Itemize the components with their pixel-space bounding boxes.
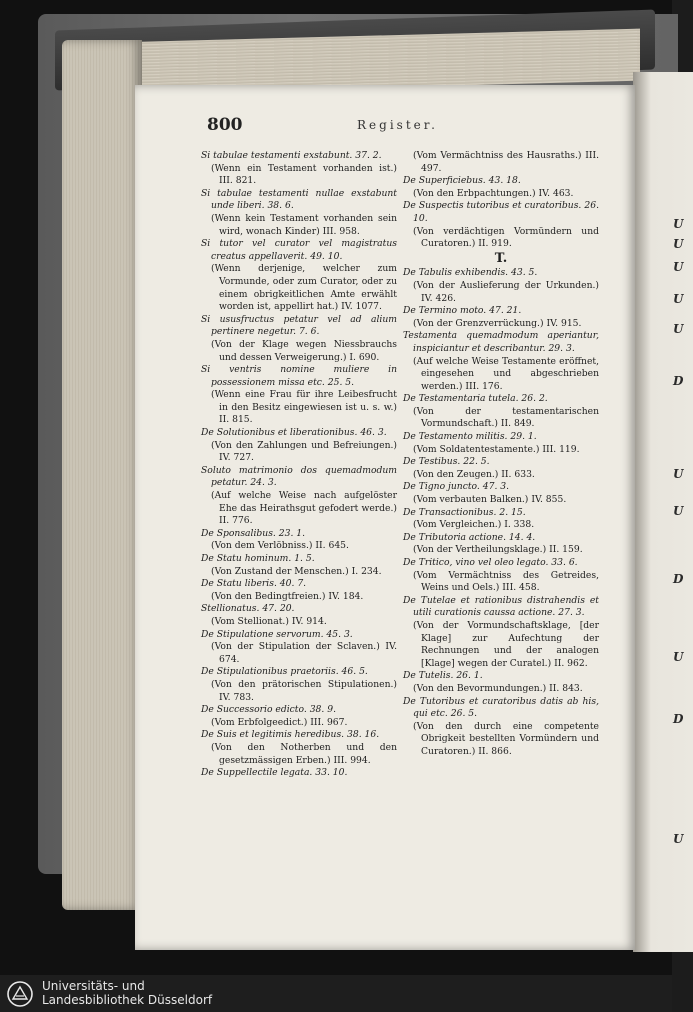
margin-letter: D — [673, 712, 684, 726]
page-edges-left — [62, 40, 142, 910]
index-entry-title: De Tigno juncto. 47. 3. — [403, 481, 510, 493]
margin-letter: U — [673, 650, 684, 664]
index-entry-translation: (Vom verbauten Balken.) IV. 855. — [413, 494, 567, 506]
index-entry-translation: (Vom Vermächtniss des Hausraths.) III. 497. — [413, 150, 599, 174]
index-entry-translation: (Von der testamentarischen Vormundschaft.) II. 849. — [413, 405, 599, 430]
left-column — [201, 150, 397, 780]
index-entry-title: De Tributoria actione. 14. 4. — [403, 531, 536, 543]
library-logo-icon — [6, 980, 34, 1008]
index-entry-title: De Suis et legitimis heredibus. 38. 16. — [201, 729, 380, 741]
index-entry-translation: (Von verdächtigen Vormündern und Curatoren.) II. 919. — [413, 225, 599, 250]
index-entry-translation: (Vom Vermächtniss des Getreides, Weins und Oels.) III. 458. — [413, 569, 599, 594]
index-entry-title: De Successorio edicto. 38. 9. — [201, 704, 337, 716]
margin-letter: U — [673, 217, 684, 231]
index-entry-translation: (Von den prätorischen Stipulationen.) IV. 783. — [211, 678, 397, 703]
margin-letter: D — [673, 572, 684, 586]
index-entry-title: Si tabulae testamenti nullae exstabunt unde liberi. 38. 6. — [201, 187, 397, 212]
margin-letter: U — [673, 292, 684, 306]
page-number: 800 — [207, 115, 243, 135]
index-entry-title: De Testamentaria tutela. 26. 2. — [403, 393, 548, 405]
library-name-line1: Universitäts- und — [42, 979, 145, 993]
index-entry-title: De Testibus. 22. 5. — [403, 456, 490, 468]
index-entry-translation: (Von der Auslieferung der Urkunden.) IV. 426. — [413, 279, 599, 304]
section-letter-heading: T. — [494, 250, 508, 266]
index-entry-title: De Sponsalibus. 23. 1. — [201, 527, 306, 539]
index-entry-title: De Statu hominum. 1. 5. — [201, 553, 315, 564]
margin-letter: U — [673, 832, 684, 846]
index-entry-translation: (Von dem Verlöbniss.) II. 645. — [211, 540, 349, 552]
margin-letter: U — [673, 237, 684, 251]
right-column — [403, 150, 599, 759]
index-entry-translation: (Von den durch eine competente Obrigkeit bestellten Vormündern und Curatoren.) II. 866. — [413, 720, 599, 757]
index-entry-title: De Tutoribus et curatoribus datis ab his, qui etc. 26. 5. — [403, 695, 599, 720]
index-entry-title: De Solutionibus et liberationibus. 46. 3. — [201, 427, 387, 439]
margin-letter: U — [673, 504, 684, 518]
index-entry-translation: (Von Zustand der Menschen.) I. 234. — [211, 565, 382, 577]
index-entry-title: Si ventris nomine muliere in possessionem missa etc. 25. 5. — [201, 364, 397, 388]
index-entry-title: De Testamento militis. 29. 1. — [403, 431, 537, 443]
index-entry-translation: (Auf welche Weise nach aufgelöster Ehe das Heirathsgut gefodert werde.) II. 776. — [211, 490, 397, 527]
running-title: Register. — [357, 118, 438, 132]
index-entry-translation: (Vom Stellionat.) IV. 914. — [211, 615, 327, 627]
index-entry-translation: (Vom Vergleichen.) I. 338. — [413, 519, 535, 531]
library-name — [42, 979, 212, 1007]
index-entry-title: Soluto matrimonio dos quemadmodum petatur. 24. 3. — [201, 464, 397, 489]
index-entry-title: De Tritico, vino vel oleo legato. 33. 6. — [403, 557, 578, 568]
index-entry-translation: (Von der Vormundschaftsklage, [der Klage] zur Aufechtung der Rechnungen und der analogen [Klage] wegen der Curatel.) II. 962. — [413, 619, 599, 669]
index-entry-title: De Termino moto. 47. 21. — [403, 305, 522, 317]
margin-letter: U — [673, 467, 684, 481]
index-entry-title: Si ususfructus petatur vel ad alium pertinere negetur. 7. 6. — [201, 313, 397, 338]
index-entry-translation: (Von der Grenzverrückung.) IV. 915. — [413, 317, 582, 329]
library-footer — [0, 975, 672, 1012]
index-entry-translation: (Von den Bedingtfreien.) IV. 184. — [211, 590, 364, 602]
index-entry-translation: (Wenn eine Frau für ihre Leibesfrucht in den Besitz eingewiesen ist u. s. w.) II. 815. — [211, 389, 397, 426]
index-entry-translation: (Wenn derjenige, welcher zum Vormunde, oder zum Curator, oder zu einem obrigkeitlichen Amte erwählt worden ist, appellirt hat.) IV. 1077. — [211, 263, 397, 313]
library-name-line2: Landesbibliothek Düsseldorf — [42, 993, 213, 1007]
margin-letter: D — [673, 374, 684, 388]
index-entry-title: De Tutelis. 26. 1. — [403, 670, 483, 682]
register-page — [135, 85, 635, 950]
index-entry-translation: (Von den Zeugen.) II. 633. — [413, 468, 535, 480]
index-entry-title: De Statu liberis. 40. 7. — [201, 578, 307, 590]
index-entry-title: De Tabulis exhibendis. 43. 5. — [403, 267, 538, 279]
index-entry-title: Testamenta quemadmodum aperiantur, inspiciantur et describantur. 29. 3. — [403, 330, 599, 354]
facing-page-edge — [633, 72, 693, 952]
index-entry-title: De Stipulatione servorum. 45. 3. — [201, 628, 353, 640]
index-entry-translation: (Vom Erbfolgeedict.) III. 967. — [211, 716, 348, 728]
index-entry-title: De Superficiebus. 43. 18. — [403, 175, 521, 187]
index-entry-translation: (Von der Stipulation der Sclaven.) IV. 674. — [211, 641, 397, 665]
index-entry-title: De Suppellectile legata. 33. 10. — [201, 767, 348, 779]
index-entry-translation: (Von den Notherben und den gesetzmässigen Erben.) III. 994. — [211, 741, 397, 766]
index-entry-title: Si tabulae testamenti exstabunt. 37. 2. — [201, 150, 382, 161]
index-entry-title: De Transactionibus. 2. 15. — [403, 506, 526, 518]
index-entry-title: De Stipulationibus praetoriis. 46. 5. — [201, 666, 368, 678]
index-entry-translation: (Von den Erbpachtungen.) IV. 463. — [413, 187, 574, 199]
index-entry-translation: (Von den Zahlungen und Befreiungen.) IV. 727. — [211, 439, 397, 464]
index-entry-title: Si tutor vel curator vel magistratus creatus appellaverit. 49. 10. — [201, 238, 397, 262]
index-entry-title: Stellionatus. 47. 20. — [201, 603, 295, 615]
index-entry-title: De Suspectis tutoribus et curatoribus. 26. 10. — [403, 200, 599, 224]
margin-letter: U — [673, 322, 684, 336]
margin-letter: U — [673, 260, 684, 274]
index-entry-translation: (Wenn kein Testament vorhanden sein wird, wonach Kinder) III. 958. — [211, 212, 397, 237]
page-header — [207, 115, 627, 137]
index-entry-translation: (Von den Bevormundungen.) II. 843. — [413, 682, 583, 694]
index-entry-translation: (Von der Klage wegen Niessbrauchs und dessen Verweigerung.) I. 690. — [211, 338, 397, 363]
index-entry-translation: (Auf welche Weise Testamente eröffnet, eingesehen und abgeschrieben werden.) III. 176. — [413, 355, 599, 392]
index-entry-translation: (Vom Soldatentestamente.) III. 119. — [413, 443, 580, 455]
index-entry-title: De Tutelae et rationibus distrahendis et utili curationis caussa actione. 27. 3. — [403, 594, 599, 619]
index-entry-translation: (Wenn ein Testament vorhanden ist.) III. 821. — [211, 162, 397, 187]
index-entry-translation: (Von der Vertheilungsklage.) II. 159. — [413, 544, 583, 556]
